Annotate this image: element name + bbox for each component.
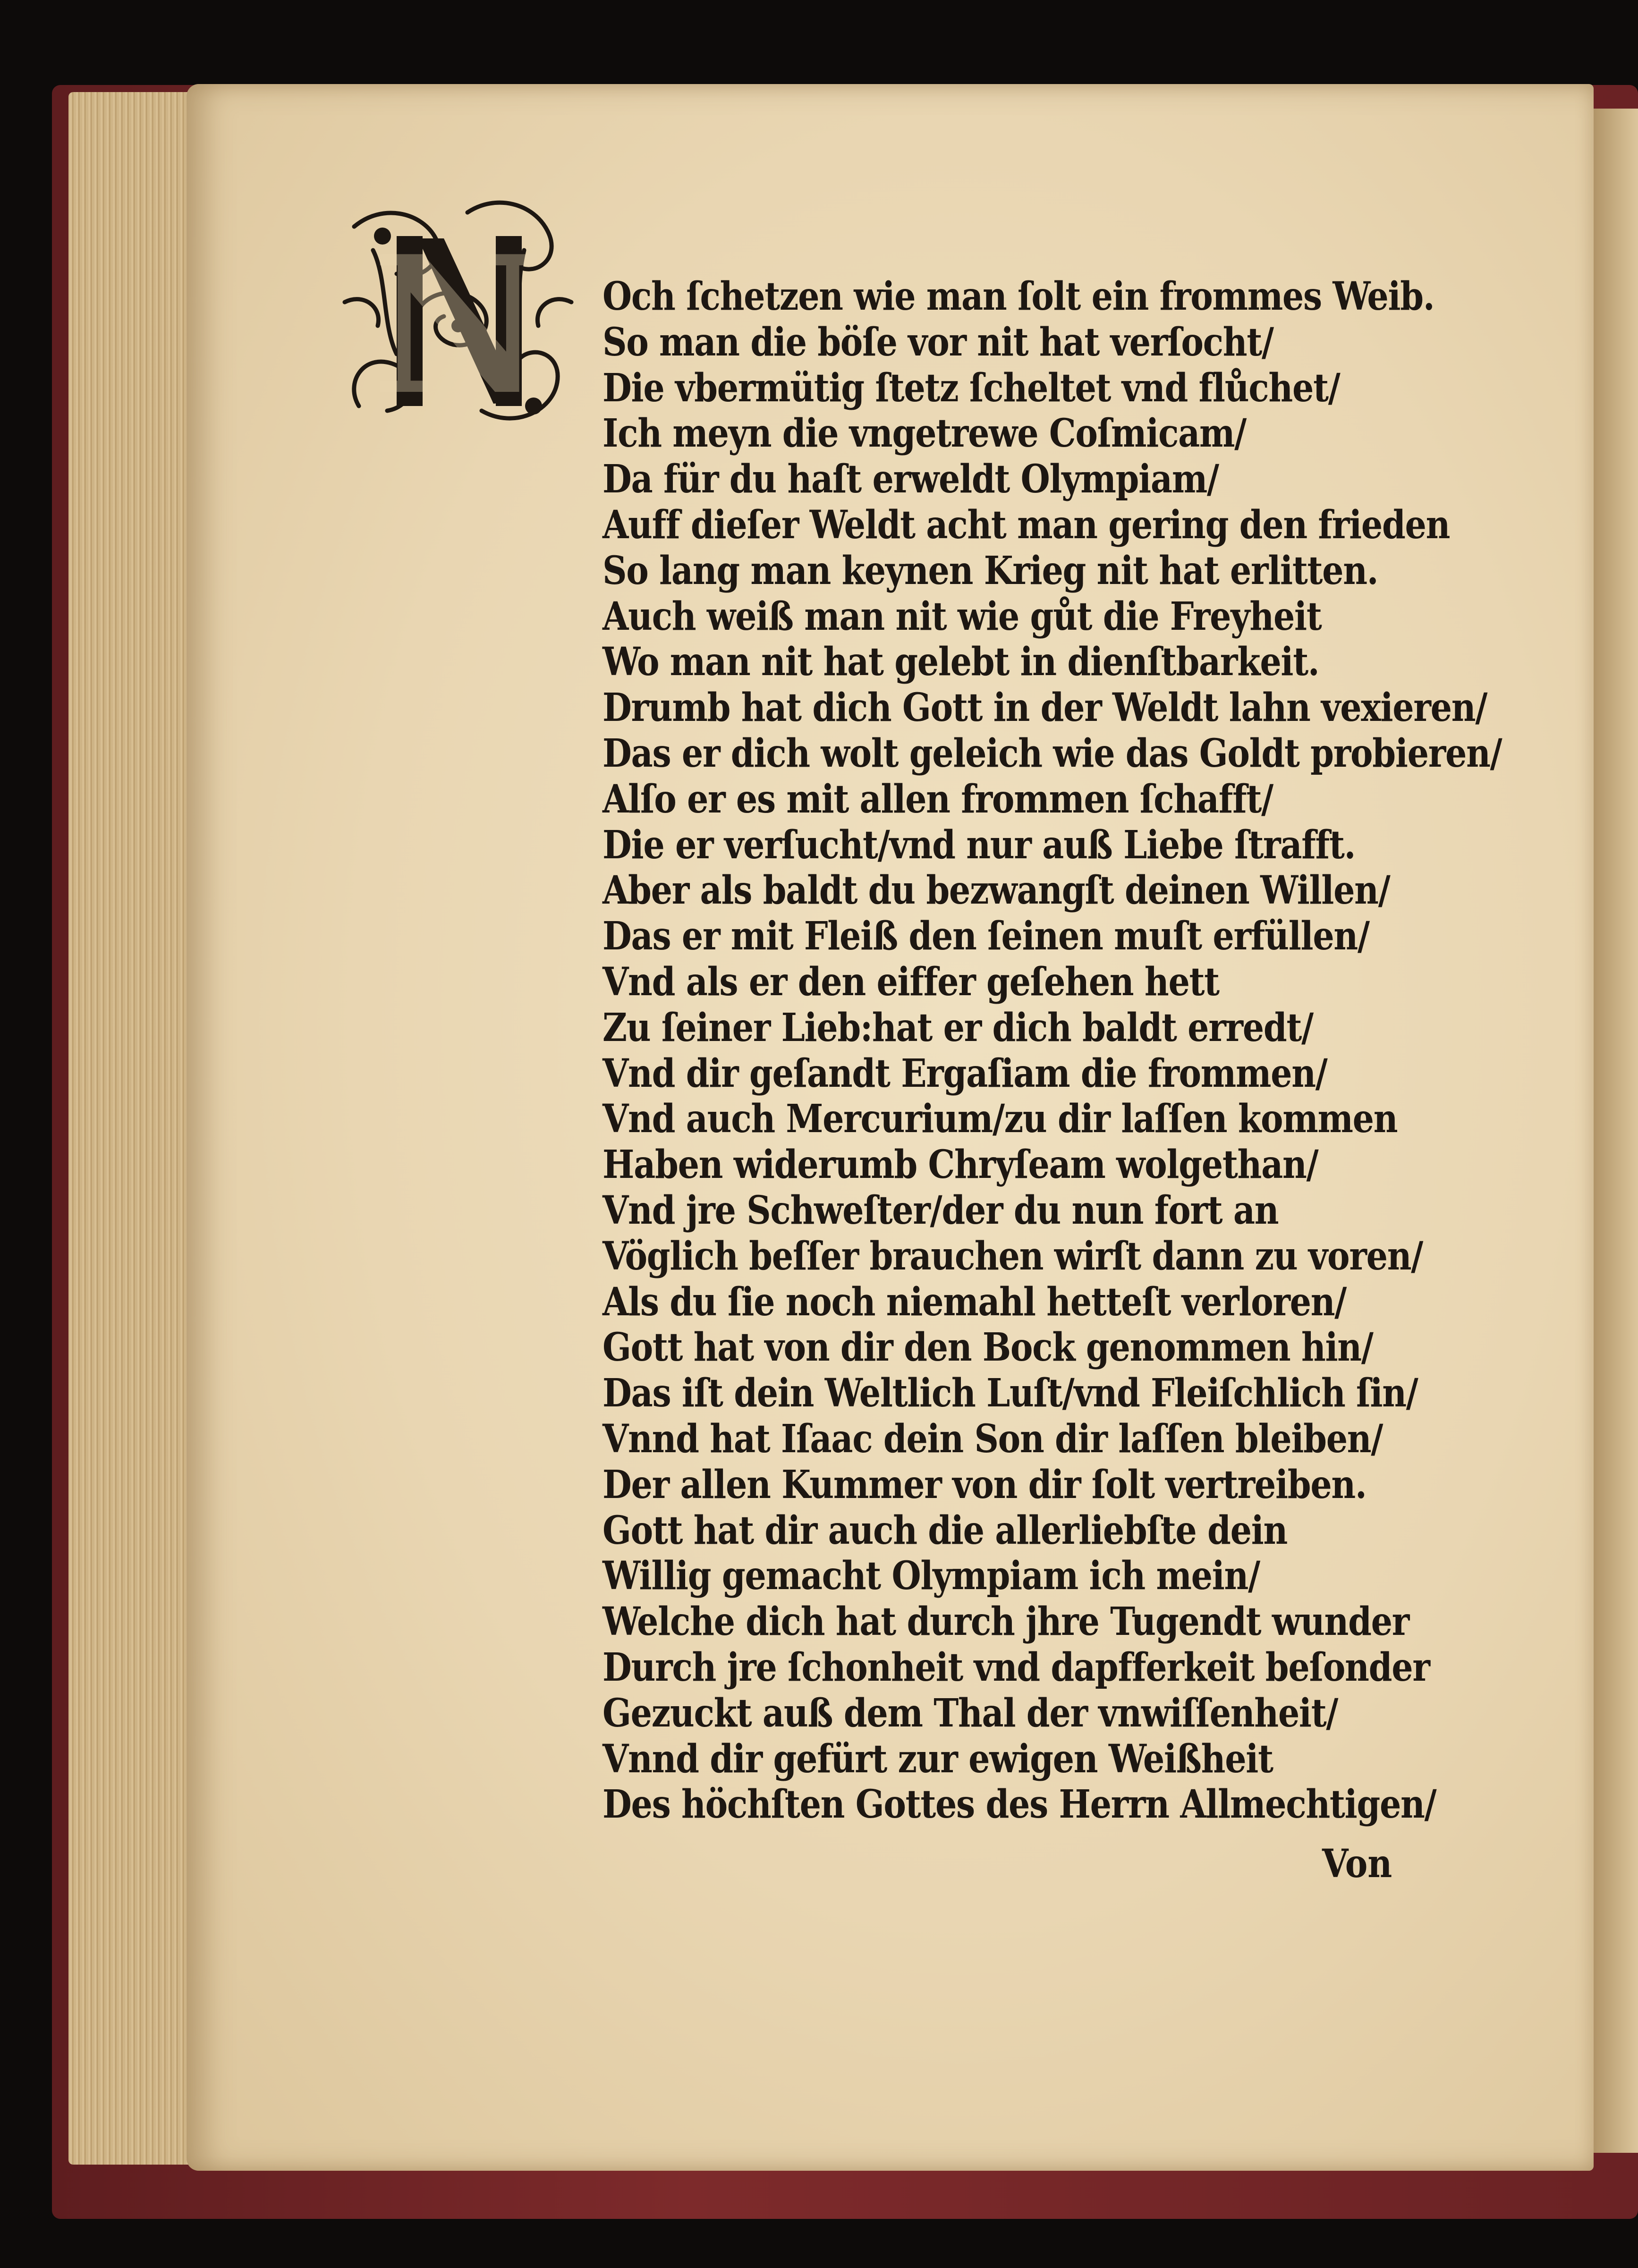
page-edges: [68, 92, 196, 2165]
text-line: Alſo er es mit allen frommen ſchafft/: [603, 776, 1273, 822]
initial-letter-glyph: N: [372, 215, 544, 437]
text-line: Vnd auch Mercurium/zu dir laſſen kommen: [603, 1096, 1398, 1142]
decorated-initial-letter: [326, 184, 590, 449]
text-line: Vnnd dir gefürt zur ewigen Weißheit: [603, 1736, 1273, 1782]
poem-text: [603, 274, 1502, 1828]
text-line: Gezuckt auß dem Thal der vnwiſſenheit/: [603, 1690, 1338, 1736]
text-line: Des höchſten Gottes des Herrn Allmechtigen/: [603, 1782, 1436, 1828]
text-line: Gott hat dir auch die allerliebſte dein: [603, 1507, 1288, 1553]
text-line: Haben widerumb Chryſeam wolgethan/: [603, 1142, 1318, 1188]
text-line: Vnd dir geſandt Ergaſiam die frommen/: [603, 1050, 1327, 1096]
text-line: Das iſt dein Weltlich Luſt/vnd Fleiſchlich ſin/: [603, 1371, 1418, 1416]
text-line: Drumb hat dich Gott in der Weldt lahn vexieren/: [603, 685, 1487, 731]
text-line: So man die böſe vor nit hat verſocht/: [603, 319, 1273, 365]
text-line: Das er mit Fleiß den ſeinen muſt erfüllen/: [603, 914, 1369, 959]
text-line: Och ſchetzen wie man ſolt ein frommes Weib.: [603, 274, 1434, 319]
catchword: Von: [1322, 1841, 1392, 1887]
text-line: Der allen Kummer von dir ſolt vertreiben.: [603, 1462, 1366, 1507]
text-line: Welche dich hat durch jhre Tugendt wunder: [603, 1599, 1409, 1645]
text-line: Vnd als er den eiffer geſehen hett: [603, 959, 1219, 1005]
text-line: Das er dich wolt geleich wie das Goldt probieren/: [603, 730, 1502, 776]
text-line: So lang man keynen Krieg nit hat erlitten.: [603, 548, 1378, 593]
text-line: Gott hat von dir den Bock genommen hin/: [603, 1325, 1373, 1371]
text-line: Aber als baldt du bezwangſt deinen Willen/: [603, 868, 1390, 914]
text-line: Vöglich beſſer brauchen wirſt dann zu voren/: [603, 1233, 1423, 1279]
text-line: Durch jre ſchonheit vnd dapfferkeit beſonder: [603, 1644, 1430, 1690]
text-line: Willig gemacht Olympiam ich mein/: [603, 1553, 1260, 1599]
text-line: Auff dieſer Weldt acht man gering den frieden: [603, 502, 1450, 548]
text-line: Vnd jre Schweſter/der du nun fort an: [603, 1187, 1279, 1233]
text-line: Vnnd hat Iſaac dein Son dir laſſen bleiben/: [603, 1416, 1383, 1462]
text-line: Die er verſucht/vnd nur auß Liebe ſtrafft.: [603, 822, 1356, 868]
text-line: Da für du haſt erweldt Olympiam/: [603, 457, 1219, 502]
text-line: Die vbermütig ſtetz ſcheltet vnd flůchet/: [603, 365, 1340, 411]
text-line: Wo man nit hat gelebt in dienſtbarkeit.: [603, 639, 1319, 685]
text-line: Als du ſie noch niemahl hetteſt verloren/: [603, 1279, 1347, 1325]
text-line: Ich meyn die vngetrewe Coſmicam/: [603, 411, 1246, 457]
text-line: Zu ſeiner Lieb:hat er dich baldt erredt/: [603, 1005, 1313, 1050]
text-line: Auch weiß man nit wie gůt die Freyheit: [603, 593, 1322, 639]
